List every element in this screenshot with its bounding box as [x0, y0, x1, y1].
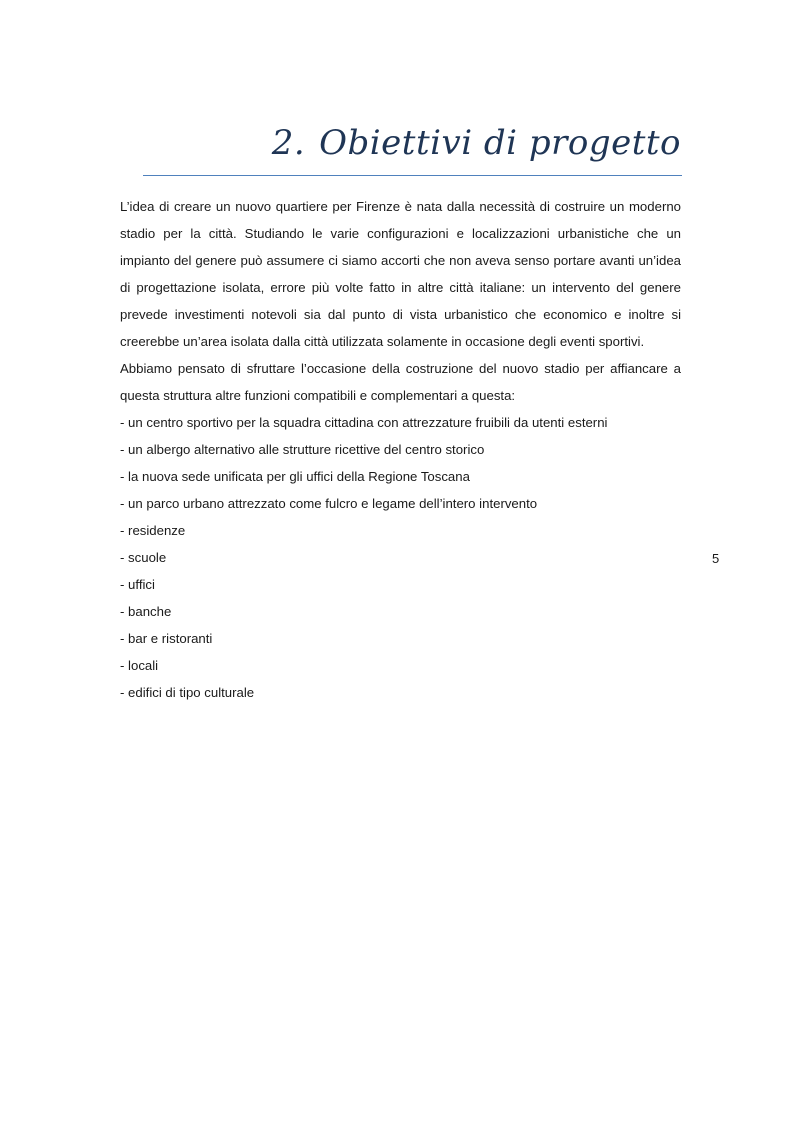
- list-item: - un centro sportivo per la squadra cittadina con attrezzature fruibili da utenti esterni: [120, 415, 608, 430]
- list-item: - scuole: [120, 550, 167, 565]
- paragraph-functions: Abbiamo pensato di sfruttare l’occasione della costruzione del nuovo stadio per affiancare a questa struttura altre funzioni compatibili e complementari a questa:: [120, 361, 681, 403]
- body-text: [120, 193, 681, 706]
- chapter-title: Obiettivi di progetto: [319, 123, 681, 163]
- page-number: 5: [712, 551, 720, 566]
- list-item: - edifici di tipo culturale: [120, 685, 255, 700]
- list-item: - uffici: [120, 577, 155, 592]
- heading-divider: [143, 175, 682, 176]
- chapter-number: 2.: [271, 123, 306, 163]
- list-item: - un albergo alternativo alle strutture ricettive del centro storico: [120, 442, 485, 457]
- functions-list: [120, 409, 681, 706]
- list-item: - locali: [120, 658, 159, 673]
- chapter-heading: [272, 118, 681, 168]
- list-item: - bar e ristoranti: [120, 631, 213, 646]
- list-item: - la nuova sede unificata per gli uffici della Regione Toscana: [120, 469, 470, 484]
- list-item: - banche: [120, 604, 172, 619]
- list-item: - un parco urbano attrezzato come fulcro e legame dell’intero intervento: [120, 496, 538, 511]
- paragraph-intro: L’idea di creare un nuovo quartiere per Firenze è nata dalla necessità di costruire un moderno stadio per la città. Studiando le varie configurazioni e localizzazioni urbanistiche che un impianto del genere può assumere ci siamo accorti che non aveva senso portare avanti un’idea di progettazione isolata, errore più volte fatto in altre città italiane: un intervento del genere prevede investimenti notevoli sia dal punto di vista urbanistico che economico e inoltre si creerebbe un’area isolata dalla città utilizzata solamente in occasione degli eventi sportivi.: [120, 199, 681, 349]
- list-item: - residenze: [120, 523, 186, 538]
